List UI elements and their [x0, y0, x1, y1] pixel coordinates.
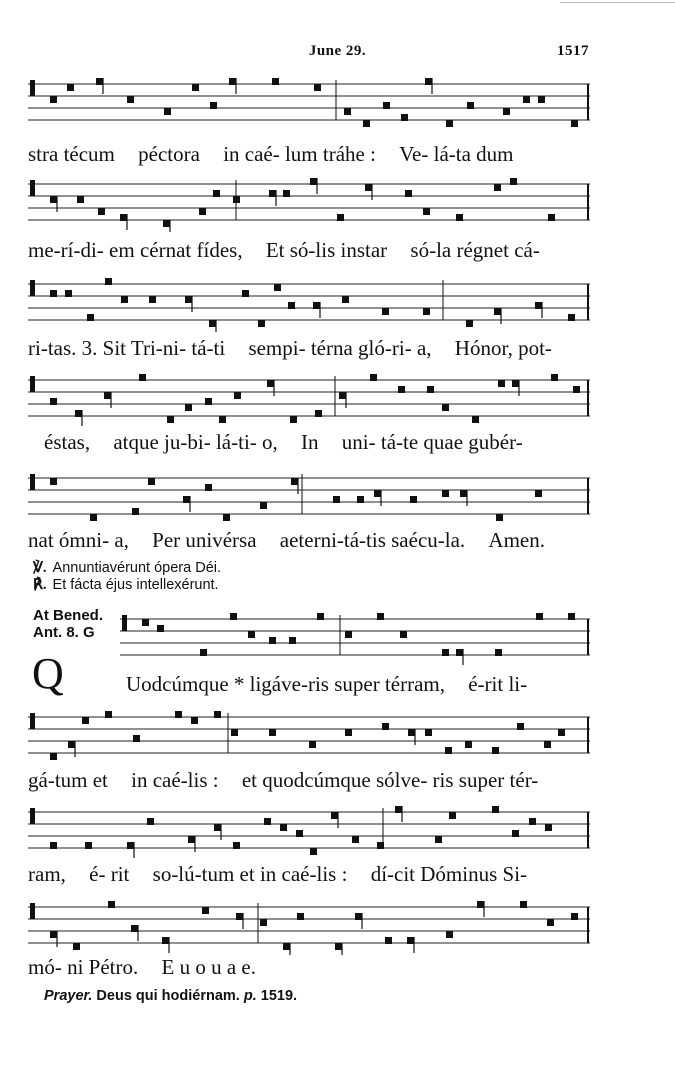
neume — [467, 102, 474, 109]
neume — [223, 514, 230, 521]
neume — [269, 190, 276, 197]
staff-svg — [28, 72, 590, 132]
staff-svg — [28, 705, 590, 765]
neume — [274, 284, 281, 291]
neume — [185, 296, 192, 303]
chant-staff-9 — [28, 895, 590, 955]
lyric-segment: Per univérsa — [152, 528, 257, 552]
lyric-line-4 — [44, 430, 606, 455]
neume — [260, 502, 267, 509]
neume — [535, 302, 542, 309]
lyric-segment: et quodcúmque sólve- ris super tér- — [241, 768, 539, 792]
neume — [185, 404, 192, 411]
neume — [229, 78, 236, 85]
neume — [365, 184, 372, 191]
neume — [139, 374, 146, 381]
neume — [551, 374, 558, 381]
neume — [77, 196, 84, 203]
neume — [90, 514, 97, 521]
neume — [233, 842, 240, 849]
prayer-text: Deus qui hodiérnam. — [96, 988, 240, 1004]
neume — [131, 925, 138, 932]
lyric-segment: in caé- lum tráhe : — [223, 142, 376, 166]
lyric-segment: ri-tas. 3. Sit Tri-ni- tá-ti — [28, 336, 226, 360]
neume — [315, 410, 322, 417]
lyric-segment: gá-tum et — [28, 768, 108, 792]
neume — [445, 747, 452, 754]
neume — [50, 753, 57, 760]
prayer-page-label: p. — [243, 988, 257, 1004]
neume — [264, 818, 271, 825]
neume — [558, 729, 565, 736]
response — [33, 577, 219, 594]
neume — [214, 824, 221, 831]
lyric-line-9 — [28, 955, 590, 980]
neume — [538, 96, 545, 103]
neume — [183, 496, 190, 503]
antiphon-line-1: At Bened. — [33, 607, 104, 624]
neume — [164, 108, 171, 115]
neume — [120, 214, 127, 221]
neume — [344, 108, 351, 115]
neume — [544, 741, 551, 748]
neume — [465, 741, 472, 748]
neume — [477, 901, 484, 908]
neume — [317, 613, 324, 620]
response-sign: ℟. — [33, 577, 47, 593]
lyric-line-7 — [28, 768, 590, 793]
prayer-page: 1519. — [260, 988, 298, 1004]
chant-staff-5 — [28, 466, 590, 526]
neume — [214, 711, 221, 718]
neume — [272, 78, 279, 85]
neume — [202, 907, 209, 914]
neume — [310, 178, 317, 185]
neume — [147, 818, 154, 825]
neume — [460, 490, 467, 497]
neume — [309, 741, 316, 748]
neume — [162, 937, 169, 944]
neume — [267, 380, 274, 387]
neume — [494, 184, 501, 191]
neume — [73, 943, 80, 950]
lyric-segment: aeterni-tá-tis saécu-la. — [279, 528, 466, 552]
neume — [342, 296, 349, 303]
initial-letter: Q — [32, 649, 64, 698]
neume — [427, 386, 434, 393]
lyric-segment: Hónor, pot- — [454, 336, 552, 360]
neume — [492, 806, 499, 813]
neume — [290, 416, 297, 423]
neume — [127, 842, 134, 849]
neume — [446, 120, 453, 127]
neume — [260, 919, 267, 926]
lyric-segment: Ve- lá-ta dum — [399, 142, 514, 166]
neume — [269, 637, 276, 644]
lyric-segment: péctora — [138, 142, 200, 166]
neume — [142, 619, 149, 626]
neume — [456, 214, 463, 221]
neume — [377, 613, 384, 620]
lyric-segment: stra técum — [28, 142, 115, 166]
clef-mark — [30, 713, 35, 729]
neume — [571, 913, 578, 920]
neume — [50, 931, 57, 938]
neume — [492, 747, 499, 754]
clef-mark — [30, 80, 35, 96]
neume — [498, 380, 505, 387]
lyric-segment: in caé-lis : — [131, 768, 219, 792]
neume — [280, 824, 287, 831]
neume — [313, 302, 320, 309]
chant-staff-1 — [28, 72, 590, 132]
neume — [345, 631, 352, 638]
lyric-segment: mó- ni Pétro. — [28, 955, 139, 979]
neume — [503, 108, 510, 115]
neume — [121, 296, 128, 303]
chant-staff-7 — [28, 705, 590, 765]
neume — [98, 208, 105, 215]
neume — [132, 508, 139, 515]
neume — [545, 824, 552, 831]
neume — [288, 302, 295, 309]
neume — [517, 723, 524, 730]
clef-mark — [122, 615, 127, 631]
neume — [258, 320, 265, 327]
neume — [297, 913, 304, 920]
neume — [283, 943, 290, 950]
response-text: Et fácta éjus intellexérunt. — [52, 577, 219, 593]
lyric-segment: so-lú-tum et in caé-lis : — [152, 862, 348, 886]
neume — [314, 84, 321, 91]
page-number: 1517 — [557, 43, 589, 59]
neume — [472, 416, 479, 423]
neume — [571, 120, 578, 127]
neume — [210, 102, 217, 109]
neume — [219, 416, 226, 423]
neume — [209, 320, 216, 327]
neume — [175, 711, 182, 718]
lyric-line-3 — [28, 336, 590, 361]
neume — [230, 613, 237, 620]
neume — [370, 374, 377, 381]
neume — [50, 96, 57, 103]
lyric-segment: dí-cit Dóminus Si- — [370, 862, 528, 886]
neume — [205, 484, 212, 491]
clef-mark — [30, 903, 35, 919]
lyric-segment: Et só-lis instar — [265, 238, 388, 262]
lyric-segment: ram, — [28, 862, 66, 886]
neume — [357, 496, 364, 503]
neume — [425, 729, 432, 736]
lyric-segment: é-rit li- — [468, 672, 528, 696]
neume — [335, 943, 342, 950]
neume — [269, 729, 276, 736]
neume — [423, 308, 430, 315]
neume — [50, 398, 57, 405]
chant-staff-6 — [120, 607, 590, 667]
neume — [248, 631, 255, 638]
neume — [163, 220, 170, 227]
neume — [383, 102, 390, 109]
running-header: June 29. — [308, 43, 367, 59]
staff-svg — [28, 895, 590, 955]
neume — [133, 735, 140, 742]
neume — [236, 913, 243, 920]
neume — [423, 208, 430, 215]
neume — [242, 290, 249, 297]
lyric-segment: In — [301, 430, 319, 454]
neume — [82, 717, 89, 724]
neume — [331, 812, 338, 819]
neume — [382, 723, 389, 730]
neume — [234, 392, 241, 399]
neume — [512, 380, 519, 387]
neume — [363, 120, 370, 127]
clef-mark — [30, 180, 35, 196]
lyric-segment — [138, 142, 200, 167]
prayer-reference — [44, 988, 297, 1004]
neume — [85, 842, 92, 849]
neume — [398, 386, 405, 393]
neume — [289, 637, 296, 644]
versicle-text: Annuntiavérunt ópera Déi. — [52, 560, 222, 576]
clef-mark — [30, 474, 35, 490]
lyric-line-1 — [28, 142, 590, 167]
neume — [105, 711, 112, 718]
lyric-line-2 — [28, 238, 590, 263]
neume — [108, 901, 115, 908]
neume — [345, 729, 352, 736]
neume — [529, 818, 536, 825]
neume — [188, 836, 195, 843]
neume — [149, 296, 156, 303]
neume — [401, 114, 408, 121]
neume — [291, 478, 298, 485]
neume — [75, 410, 82, 417]
neume — [512, 830, 519, 837]
neume — [67, 84, 74, 91]
neume — [50, 290, 57, 297]
neume — [148, 478, 155, 485]
neume — [50, 842, 57, 849]
neume — [382, 308, 389, 315]
neume — [495, 649, 502, 656]
neume — [410, 496, 417, 503]
neume — [337, 214, 344, 221]
neume — [547, 919, 554, 926]
neume — [449, 812, 456, 819]
neume — [442, 490, 449, 497]
neume — [425, 78, 432, 85]
neume — [374, 490, 381, 497]
neume — [355, 913, 362, 920]
versicle-sign: ℣. — [33, 560, 47, 576]
neume — [283, 190, 290, 197]
neume — [405, 190, 412, 197]
neume — [510, 178, 517, 185]
neume — [535, 490, 542, 497]
lyric-line-8 — [28, 862, 590, 887]
neume — [157, 625, 164, 632]
neume — [50, 478, 57, 485]
staff-svg — [120, 607, 590, 667]
neume — [548, 214, 555, 221]
neume — [385, 937, 392, 944]
neume — [310, 848, 317, 855]
chant-staff-3 — [28, 272, 590, 332]
antiphon-heading — [33, 607, 103, 641]
neume — [200, 649, 207, 656]
chant-staff-2 — [28, 172, 590, 232]
neume — [167, 416, 174, 423]
lyric-segment: uni- tá-te quae gubér- — [341, 430, 523, 454]
neume — [408, 729, 415, 736]
neume — [296, 830, 303, 837]
chant-staff-4 — [28, 368, 590, 428]
neume — [333, 496, 340, 503]
neume — [435, 836, 442, 843]
clef-mark — [30, 280, 35, 296]
neume — [205, 398, 212, 405]
lyric-segment: E u o u a e. — [161, 955, 256, 979]
lyric-segment: sempi- térna gló-ri- a, — [248, 336, 432, 360]
neume — [50, 196, 57, 203]
neume — [456, 649, 463, 656]
neume — [466, 320, 473, 327]
clef-mark — [30, 376, 35, 392]
staff-svg — [28, 272, 590, 332]
lyric-segment: atque ju-bi- lá-ti- o, — [113, 430, 278, 454]
neume — [65, 290, 72, 297]
neume — [568, 314, 575, 321]
versicle — [33, 560, 221, 577]
lyric-segment: nat ómni- a, — [28, 528, 129, 552]
neume — [407, 937, 414, 944]
staff-svg — [28, 368, 590, 428]
neume — [536, 613, 543, 620]
lyric-line-6 — [126, 672, 590, 697]
neume — [87, 314, 94, 321]
neume — [523, 96, 530, 103]
neume — [446, 931, 453, 938]
antiphon-line-2: Ant. 8. G — [33, 624, 95, 641]
neume — [352, 836, 359, 843]
neume — [573, 386, 580, 393]
top-rule — [560, 2, 675, 3]
neume — [104, 392, 111, 399]
lyric-segment: me-rí-di- em cérnat fídes, — [28, 238, 243, 262]
neume — [68, 741, 75, 748]
prayer-label: Prayer. — [44, 988, 93, 1004]
neume — [395, 806, 402, 813]
neume — [442, 404, 449, 411]
lyric-segment: Uodcúmque * ligáve-ris super térram, — [126, 672, 445, 696]
neume — [231, 729, 238, 736]
neume — [568, 613, 575, 620]
neume — [442, 649, 449, 656]
neume — [494, 308, 501, 315]
lyric-segment: Amen. — [488, 528, 545, 552]
neume — [199, 208, 206, 215]
chant-staff-8 — [28, 800, 590, 860]
neume — [496, 514, 503, 521]
staff-svg — [28, 172, 590, 232]
lyric-segment: éstas, — [44, 430, 91, 454]
neume — [192, 84, 199, 91]
neume — [127, 96, 134, 103]
lyric-line-5 — [28, 528, 590, 553]
neume — [400, 631, 407, 638]
neume — [520, 901, 527, 908]
neume — [191, 717, 198, 724]
neume — [339, 392, 346, 399]
neume — [96, 78, 103, 85]
lyric-segment: só-la régnet cá- — [410, 238, 540, 262]
staff-svg — [28, 800, 590, 860]
staff-svg — [28, 466, 590, 526]
neume — [105, 278, 112, 285]
lyric-segment: é- rit — [89, 862, 130, 886]
neume — [213, 190, 220, 197]
clef-mark — [30, 808, 35, 824]
